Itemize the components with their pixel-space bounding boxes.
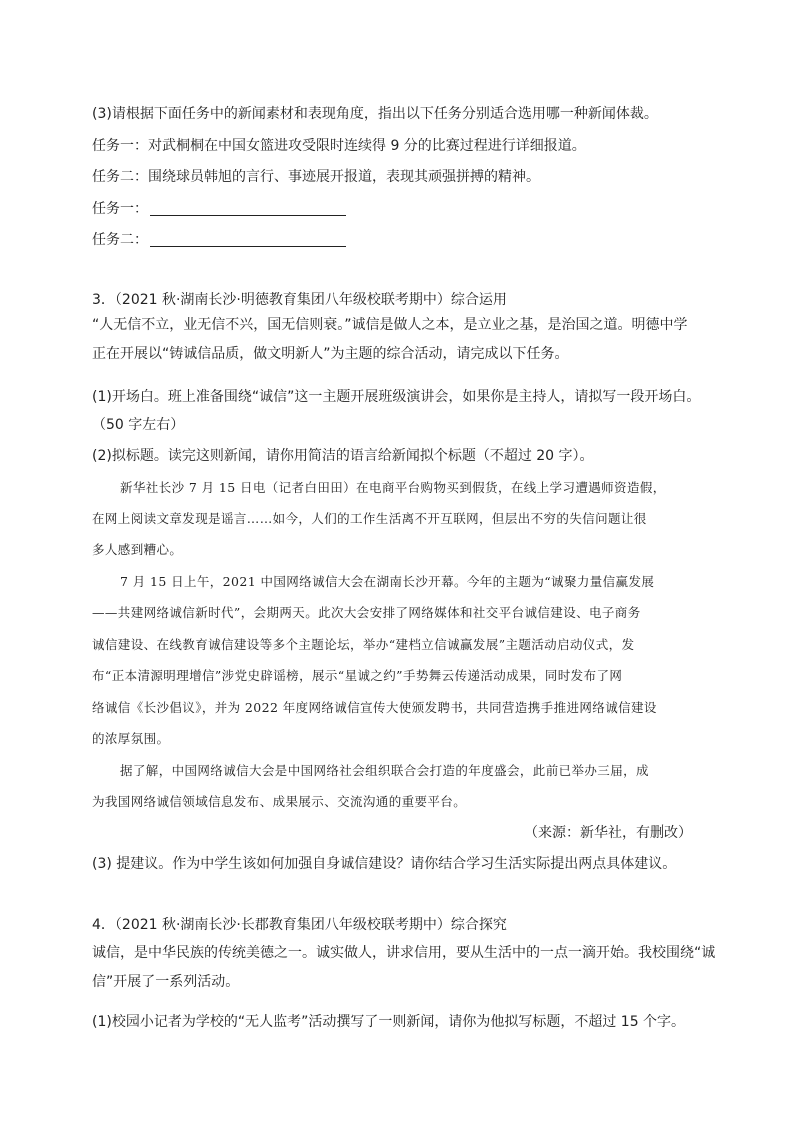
question-3-intro-line1: “人无信不立，业无信不兴，国无信则衰。”诚信是做人之本，是立业之基，是治国之道。明德中学: [92, 317, 688, 333]
answer-label: 任务一：: [92, 201, 148, 217]
answer-label: 任务二：: [92, 232, 148, 248]
answer-line-task-two: [92, 230, 702, 250]
question-4-intro-line1: 诚信，是中华民族的传统美德之一。诚实做人，讲求信用，要从生活中的一点一滴开始。我校围绕“诚: [92, 945, 716, 961]
answer-line-task-one: [92, 199, 702, 219]
question-3-sub3: (3) 提建议。作为中学生该如何加强自身诚信建设？请你结合学习生活实际提出两点具体建议。: [92, 856, 677, 872]
news-paragraph-line: 多人感到糟心。: [92, 542, 183, 557]
task-one-text: 任务一：对武桐桐在中国女篮进攻受限时连续得 9 分的比赛过程进行详细报道。: [92, 138, 586, 154]
question-4-header: 4．（2021 秋·湖南长沙·长郡教育集团八年级校联考期中）综合探究: [92, 917, 507, 933]
question-3-part3: (3)请根据下面任务中的新闻素材和表现角度，指出以下任务分别适合选用哪一种新闻体裁。: [92, 106, 658, 122]
answer-blank[interactable]: [150, 199, 346, 216]
question-3-sub1-note: （50 字左右）: [92, 417, 185, 433]
question-3-sub2: (2)拟标题。读完这则新闻，请你用简洁的语言给新闻拟个标题（不超过 20 字）。: [92, 448, 594, 464]
question-3-sub1: (1)开场白。班上准备围绕“诚信”这一主题开展班级演讲会，如果你是主持人，请拟写一段开场白。: [92, 389, 701, 405]
news-paragraph-line: 为我国网络诚信领域信息发布、成果展示、交流沟通的重要平台。: [92, 794, 467, 809]
question-4-sub1: (1)校园小记者为学校的“无人监考”活动撰写了一则新闻，请你为他拟写标题，不超过 15 个字。: [92, 1014, 686, 1030]
news-paragraph-line: 据了解，中国网络诚信大会是中国网络社会组织联合会打造的年度盛会，此前已举办三届，成: [120, 763, 649, 778]
question-4-intro-line2: 信”开展了一系列活动。: [92, 974, 240, 990]
question-3-header: 3．（2021 秋·湖南长沙·明德教育集团八年级校联考期中）综合运用: [92, 292, 507, 308]
news-paragraph-line: 络诚信《长沙倡议》，并为 2022 年度网络诚信宣传大使颁发聘书，共同营造携手推进网络诚信建设: [92, 700, 657, 715]
news-paragraph-line: 的浓厚氛围。: [92, 731, 170, 746]
news-paragraph-line: 布“正本清源明理增信”涉党史辟谣榜，展示“星诚之约”手势舞云传递活动成果，同时发布了网: [92, 668, 623, 683]
news-paragraph-line: 7 月 15 日上午，2021 中国网络诚信大会在湖南长沙开幕。今年的主题为“诚聚力量信赢发展: [120, 574, 655, 589]
news-paragraph-line: 新华社长沙 7 月 15 日电（记者白田田）在电商平台购物买到假货，在线上学习遭遇师资造假，: [120, 480, 666, 495]
news-paragraph-line: 在网上阅读文章发现是谣言……如今，人们的工作生活离不开互联网，但层出不穷的失信问题让很: [92, 511, 647, 526]
question-3-intro-line2: 正在开展以“铸诚信品质，做文明新人”为主题的综合活动，请完成以下任务。: [92, 346, 569, 362]
news-source: （来源：新华社，有删改）: [524, 825, 692, 841]
task-two-text: 任务二：围绕球员韩旭的言行、事迹展开报道，表现其顽强拼搏的精神。: [92, 169, 540, 185]
answer-blank[interactable]: [150, 230, 346, 247]
news-paragraph-line: 诚信建设、在线教育诚信建设等多个主题论坛，举办“建档立信诚赢发展”主题活动启动仪式，发: [92, 637, 635, 652]
news-paragraph-line: ——共建网络诚信新时代”，会期两天。此次大会安排了网络媒体和社交平台诚信建设、电子商务: [92, 605, 641, 620]
